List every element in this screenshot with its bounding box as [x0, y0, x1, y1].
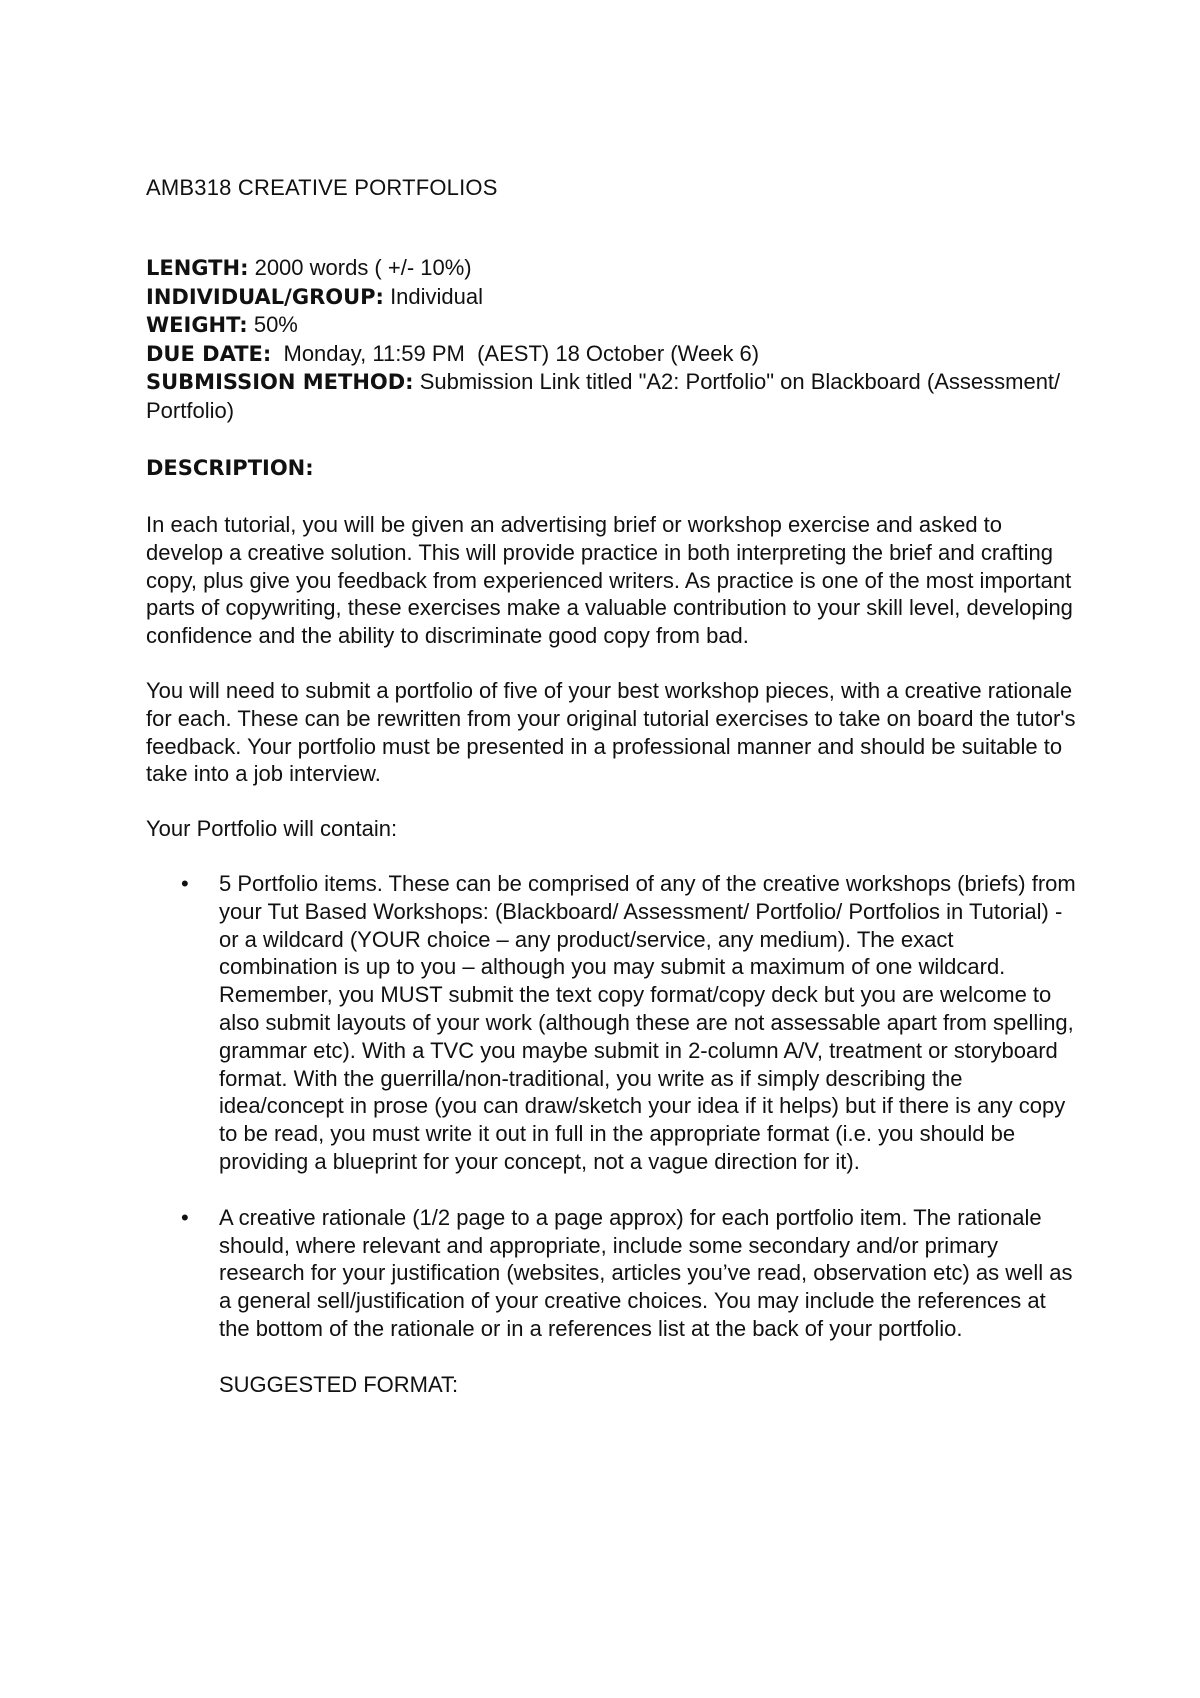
- document-body: [146, 174, 1076, 1427]
- suggested-format-heading: SUGGESTED FORMAT:: [219, 1371, 459, 1397]
- meta-due-date: [146, 340, 1076, 369]
- meta-label: SUBMISSION METHOD:: [146, 370, 414, 394]
- bullet-text: 5 Portfolio items. These can be comprised of any of the creative workshops (briefs) from your Tut Based Workshops: (Blackboard/ Assessment/ Portfolio/ Portfolios in Tutorial) - or a wildcard (YOUR choice – any product/service, any medium). The exact combination is up to you – although you may submit a maximum of one wildcard. Remember, you MUST submit the text copy format/copy deck but you are welcome to also submit layouts of your work (although these are not assessable apart from spelling, grammar etc). With a TVC you maybe submit in 2-column A/V, treatment or storyboard format. With the guerrilla/non-traditional, you write as if simply describing the idea/concept in prose (you can draw/sketch your idea if it helps) but if there is any copy to be read, you must write it out in full in the appropriate format (i.e. you should be providing a blueprint for your concept, not a vague direction for it).: [219, 870, 1076, 1174]
- document-title: AMB318 CREATIVE PORTFOLIOS: [146, 175, 498, 200]
- paragraph-intro: In each tutorial, you will be given an advertising brief or workshop exercise and asked to develop a creative solution. This will provide practice in both interpreting the brief and crafting copy, plus give you feedback from experienced writers. As practice is one of the most important parts of copywriting, these exercises make a valuable contribution to your skill level, developing confidence and the ability to discriminate good copy from bad.: [146, 512, 1073, 649]
- assessment-details: [146, 254, 1076, 425]
- meta-label: WEIGHT:: [146, 313, 248, 337]
- meta-submission-method: [146, 368, 1076, 425]
- list-item: [146, 870, 1076, 1176]
- description-heading: DESCRIPTION:: [146, 456, 314, 480]
- meta-value: 50%: [247, 312, 298, 337]
- bullet-icon: •: [181, 870, 189, 896]
- list-item: [146, 1204, 1076, 1399]
- meta-weight: [146, 311, 1076, 340]
- meta-length: [146, 254, 1076, 283]
- meta-individual-group: [146, 283, 1076, 312]
- meta-value: 2000 words ( +/- 10%): [248, 255, 472, 280]
- meta-label: DUE DATE:: [146, 341, 272, 366]
- bullet-text: A creative rationale (1/2 page to a page approx) for each portfolio item. The rationale should, where relevant and appropriate, include some secondary and/or primary research for your justification (websites, articles you’ve read, observation etc) as well as a general sell/justification of your creative choices. You may include the references at the bottom of the rationale or in a references list at the back of your portfolio.: [219, 1204, 1073, 1341]
- bullet-icon: •: [181, 1204, 189, 1230]
- paragraph-portfolio: You will need to submit a portfolio of five of your best workshop pieces, with a creative rationale for each. These can be rewritten from your original tutorial exercises to take on board the tutor's feedback. Your portfolio must be presented in a professional manner and should be suitable to take into a job interview.: [146, 677, 1076, 787]
- meta-value: Individual: [383, 283, 484, 309]
- paragraph-contains: Your Portfolio will contain:: [146, 816, 398, 842]
- meta-label: LENGTH:: [146, 256, 249, 280]
- meta-value: Monday, 11:59 PM (AEST) 18 October (Week 6): [271, 340, 760, 366]
- meta-value: Submission Link titled "A2: Portfolio" on Blackboard (Assessment/ Portfolio): [146, 369, 1061, 423]
- bullet-list: [146, 870, 1076, 1399]
- meta-label: INDIVIDUAL/GROUP:: [146, 284, 384, 309]
